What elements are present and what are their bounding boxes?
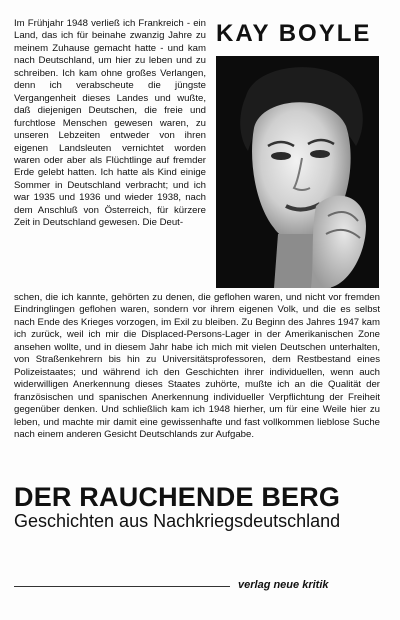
blurb-text-column — [14, 18, 206, 230]
publisher-divider-line — [14, 586, 230, 587]
blurb-text-full-width — [14, 292, 380, 441]
book-title: DER RAUCHENDE BERG — [14, 482, 341, 512]
portrait-illustration — [216, 56, 379, 288]
book-subtitle: Geschichten aus Nachkriegsdeutschland — [14, 511, 341, 531]
author-name: KAY BOYLE — [216, 20, 372, 47]
blurb-paragraph-full: schen, die ich kannte, gehörten zu denen, die geflohen waren, und nicht vor fremden Eindringlingen geflohen waren, sondern vor ihrem eigenen Volk, und die es selbst nach Ende des Krieges vorzogen, im Exil zu bleiben. Zu Beginn des Jahres 1947 kam ich zurück, weil ich mir die Displaced-Persons-Lager in der Amerikanischen Zone ansehen wollte, und in diesem Jahr habe ich mich mit vielen Deutschen unterhalten, von Straßenkehrern bis hin zu Universitätsprofessoren, dem Restbestand eines Polizeistaates; und während ich den Geschichten ihrer individuellen, wenn auch widerwilligen Anerkennung dieses Staates zuhörte, mußte ich an die Qualität der französischen und spanischen Anerkennung individueller Verpflichtung der Freiheit gegenüber denken. Und schließlich kam ich 1948 hierher, um für eine Weile hier zu leben, und machte mir damit eine gewissenhafte und fast vollkommen lieblose Suche nach einem anderen Gesicht Deutschlands zur Aufgabe. — [14, 292, 380, 440]
blurb-paragraph-left: Im Frühjahr 1948 verließ ich Frankreich - ein Land, das ich für beinahe zwanzig Jahre zu meinem Zuhause gemacht hatte - und kam nach Deutschland, um hier zu leben und zu schreiben. Ich kam ohne großes Verlangen, denn ich verabscheute die jüngste Vergangenheit dieses Landes und wußte, daß diejenigen Deutschen, die freie und furchtlose Menschen gewesen waren, zu unseren Lebzeiten entweder von ihren eigenen Landsleuten vernichtet worden waren oder aber als Flüchtlinge auf fremder Erde gelebt hatten. Ich hatte als Kind einige Sommer in Deutschland verbracht; und ich war 1935 und 1936 und wieder 1938, nach dem Anschluß von Österreich, für kürzere Zeit in Deutschland gewesen. Die Deut- — [14, 18, 206, 229]
publisher-name: verlag neue kritik — [238, 579, 329, 591]
author-portrait-photo — [216, 56, 379, 288]
